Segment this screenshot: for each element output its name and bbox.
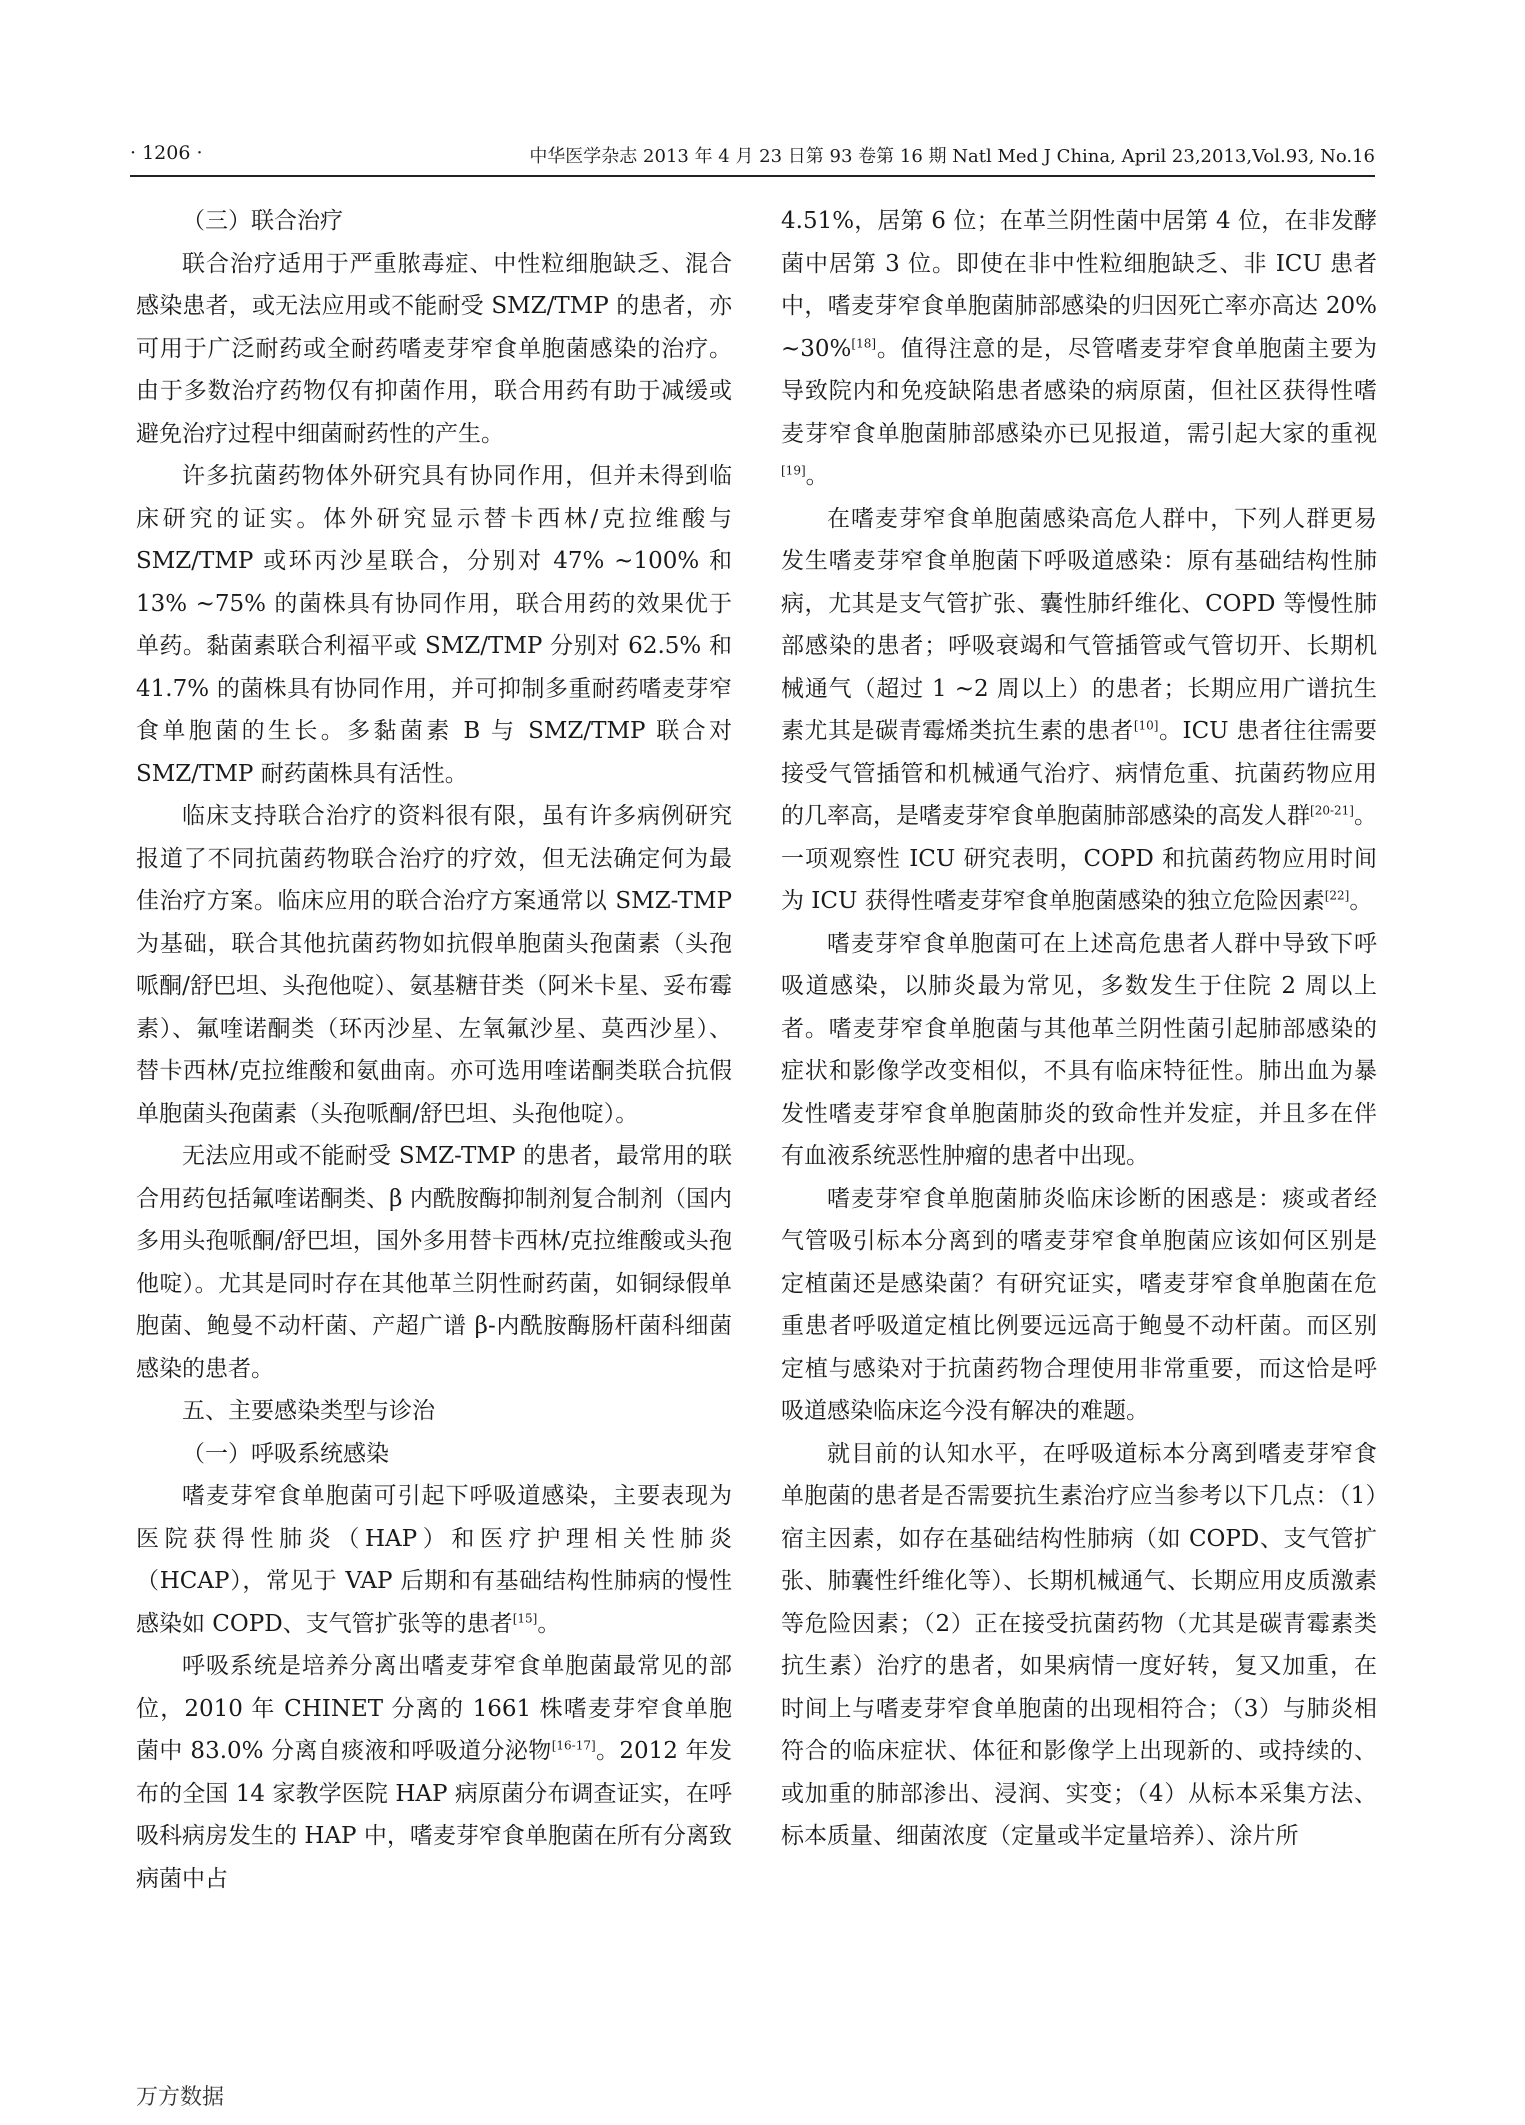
citation-ref: [19] (781, 463, 806, 478)
citation-ref: [16-17] (551, 1738, 596, 1753)
citation-ref: [18] (851, 335, 877, 350)
paragraph-text: 。2012 年发布的全国 14 家教学医院 HAP 病原菌分布调查证实，在呼吸科病房发生的 HAP 中，嗜麦芽窄食单胞菌在所有分离致病菌中占 (136, 1738, 732, 1892)
paragraph: 嗜麦芽窄食单胞菌肺炎临床诊断的困惑是：痰或者经气管吸引标本分离到的嗜麦芽窄食单胞菌应该如何区别是定植菌还是感染菌？有研究证实，嗜麦芽窄食单胞菌在危重患者呼吸道定植比例要远远高于鲍曼不动杆菌。而区别定植与感染对于抗菌药物合理使用非常重要，而这恰是呼吸道感染临床迄今没有解决的难题。 (781, 1185, 1377, 1424)
page-number: · 1206 · (130, 142, 203, 164)
paragraph-text: 。 (1349, 888, 1373, 914)
paragraph-text: 。 (805, 463, 829, 489)
paragraph: 许多抗菌药物体外研究具有协同作用，但并未得到临床研究的证实。体外研究显示替卡西林/克拉维酸与 SMZ/TMP 或环丙沙星联合，分别对 47% ~100% 和 13% ~75% 的菌株具有协同作用，联合用药的效果优于单药。黏菌素联合利福平或 SMZ/TMP 分别对 62.5% 和 41.7% 的菌株具有协同作用，并可抑制多重耐药嗜麦芽窄食单胞菌的生长。多黏菌素 B 与 SMZ/TMP 联合对 SMZ/TMP 耐药菌株具有活性。 (136, 463, 732, 787)
left-column (136, 200, 732, 1900)
paragraph-text: 。一项观察性 ICU 研究表明，COPD 和抗菌药物应用时间为 ICU 获得性嗜麦芽窄食单胞菌感染的独立危险因素 (781, 803, 1378, 914)
citation-ref: [10] (1133, 718, 1159, 733)
paragraph-text: 。 (537, 1610, 561, 1637)
paragraph: 临床支持联合治疗的资料很有限，虽有许多病例研究报道了不同抗菌药物联合治疗的疗效，但无法确定何为最佳治疗方案。临床应用的联合治疗方案通常以 SMZ-TMP 为基础，联合其他抗菌药物如抗假单胞菌头孢菌素（头孢哌酮/舒巴坦、头孢他啶）、氨基糖苷类（阿米卡星、妥布霉素）、氟喹诺酮类（环丙沙星、左氧氟沙星、莫西沙星）、替卡西林/克拉维酸和氨曲南。亦可选用喹诺酮类联合抗假单胞菌头孢菌素（头孢哌酮/舒巴坦、头孢他啶）。 (136, 803, 732, 1127)
citation-ref: [20-21] (1310, 803, 1354, 818)
paragraph: 嗜麦芽窄食单胞菌可在上述高危患者人群中导致下呼吸道感染，以肺炎最为常见，多数发生于住院 2 周以上者。嗜麦芽窄食单胞菌与其他革兰阴性菌引起肺部感染的症状和影像学改变相似，不具有临床特征性。肺出血为暴发性嗜麦芽窄食单胞菌肺炎的致命性并发症，并且多在伴有血液系统恶性肿瘤的患者中出现。 (781, 930, 1377, 1169)
paragraph: 联合治疗适用于严重脓毒症、中性粒细胞缺乏、混合感染患者，或无法应用或不能耐受 SMZ/TMP 的患者，亦可用于广泛耐药或全耐药嗜麦芽窄食单胞菌感染的治疗。由于多数治疗药物仅有抑菌作用，联合用药有助于减缓或避免治疗过程中细菌耐药性的产生。 (136, 250, 732, 447)
watermark-footer: 万方数据 (136, 2085, 225, 2110)
running-header (130, 142, 1375, 178)
header-rule (130, 175, 1375, 177)
paragraph-text: 嗜麦芽窄食单胞菌可引起下呼吸道感染，主要表现为医院获得性肺炎（HAP）和医疗护理相关性肺炎（HCAP），常见于 VAP 后期和有基础结构性肺病的慢性感染如 COPD、支气管扩张等的患者 (136, 1483, 732, 1637)
section-heading-infection-types: 五、主要感染类型与诊治 (182, 1398, 435, 1424)
citation-ref: [15] (512, 1610, 538, 1625)
paragraph: 无法应用或不能耐受 SMZ-TMP 的患者，最常用的联合用药包括氟喹诺酮类、β 内酰胺酶抑制剂复合制剂（国内多用头孢哌酮/舒巴坦，国外多用替卡西林/克拉维酸或头孢他啶）。尤其是同时存在其他革兰阴性耐药菌，如铜绿假单胞菌、鲍曼不动杆菌、产超广谱 β-内酰胺酶肠杆菌科细菌感染的患者。 (136, 1143, 732, 1382)
journal-citation: 中华医学杂志 2013 年 4 月 23 日第 93 卷第 16 期 Natl Med J China, April 23,2013,Vol.93, No.16 (529, 146, 1375, 167)
paragraph-continued (781, 200, 1377, 498)
paragraph-text: 。值得注意的是，尽管嗜麦芽窄食单胞菌主要为导致院内和免疫缺陷患者感染的病原菌，但社区获得性嗜麦芽窄食单胞菌肺部感染亦已见报道，需引起大家的重视 (781, 335, 1377, 447)
paragraph (136, 1645, 732, 1900)
paragraph: 就目前的认知水平，在呼吸道标本分离到嗜麦芽窄食单胞菌的患者是否需要抗生素治疗应当参考以下几点：（1）宿主因素，如存在基础结构性肺病（如 COPD、支气管扩张、肺囊性纤维化等）、长期机械通气、长期应用皮质激素等危险因素；（2）正在接受抗菌药物（尤其是碳青霉素类抗生素）治疗的患者，如果病情一度好转，复又加重，在时间上与嗜麦芽窄食单胞菌的出现相符合；（3）与肺炎相符合的临床症状、体征和影像学上出现新的、或持续的、或加重的肺部渗出、浸润、实变；（4）从标本采集方法、标本质量、细菌浓度（定量或半定量培养）、涂片所 (781, 1440, 1377, 1849)
paragraph-text: 。ICU 患者往往需要接受气管插管和机械通气治疗、病情危重、抗菌药物应用的几率高，是嗜麦芽窄食单胞菌肺部感染的高发人群 (781, 718, 1377, 829)
paragraph (781, 498, 1377, 923)
right-column (781, 200, 1377, 1858)
section-heading-combination-therapy: （三）联合治疗 (182, 208, 343, 234)
paragraph-text: 4.51%，居第 6 位；在革兰阴性菌中居第 4 位，在非发酵菌中居第 3 位。即使在非中性粒细胞缺乏、非 ICU 患者中，嗜麦芽窄食单胞菌肺部感染的归因死亡率亦高达 20% ~30% (781, 208, 1377, 362)
subsection-heading-respiratory: （一）呼吸系统感染 (182, 1440, 389, 1467)
paragraph (136, 1475, 732, 1645)
paragraph-text: 呼吸系统是培养分离出嗜麦芽窄食单胞菌最常见的部位，2010 年 CHINET 分离的 1661 株嗜麦芽窄食单胞菌中 83.0% 分离自痰液和呼吸道分泌物 (136, 1653, 732, 1764)
paragraph-text: 在嗜麦芽窄食单胞菌感染高危人群中，下列人群更易发生嗜麦芽窄食单胞菌下呼吸道感染：原有基础结构性肺病，尤其是支气管扩张、囊性肺纤维化、COPD 等慢性肺部感染的患者；呼吸衰竭和气管插管或气管切开、长期机械通气（超过 1 ~2 周以上）的患者；长期应用广谱抗生素尤其是碳青霉烯类抗生素的患者 (781, 505, 1377, 744)
citation-ref: [22] (1324, 888, 1350, 903)
